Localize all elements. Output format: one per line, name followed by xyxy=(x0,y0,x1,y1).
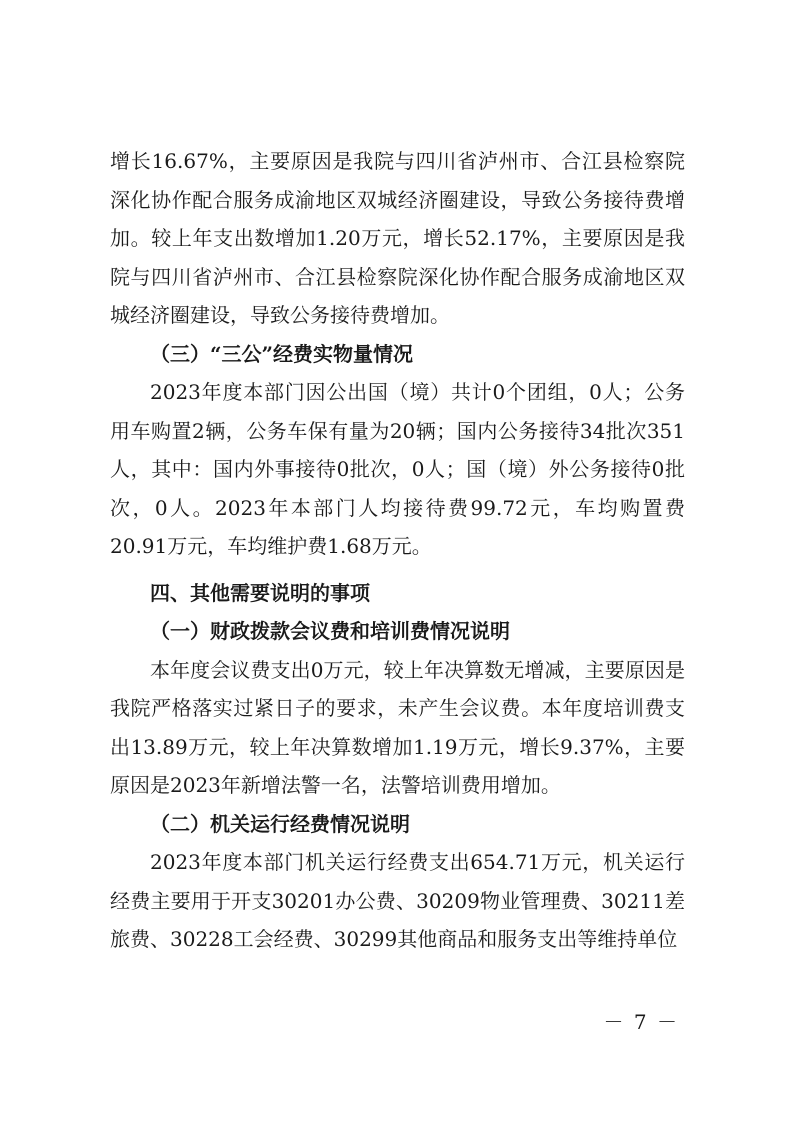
page-number: － 7 － xyxy=(603,1010,679,1034)
paragraph-operating-expenses: 2023年度本部门机关运行经费支出654.71万元，机关运行经费主要用于开支30201办公费、30209物业管理费、30211差旅费、30228工会经费、30299其他商品和服务支出等维持单位 xyxy=(110,850,685,951)
document-body xyxy=(110,142,685,959)
heading-sangong-physical: （三）“三公”经费实物量情况 xyxy=(150,341,414,366)
heading-other-matters: 四、其他需要说明的事项 xyxy=(150,580,370,605)
heading-operating-expenses: （二）机关运行经费情况说明 xyxy=(150,811,410,836)
paragraph-meeting-training: 本年度会议费支出0万元，较上年决算数无增减，主要原因是我院严格落实过紧日子的要求，未产生会议费。本年度培训费支出13.89万元，较上年决算数增加1.19万元，增长9.37%，主要原因是2023年新增法警一名，法警培训费用增加。 xyxy=(110,657,685,797)
paragraph-sangong-physical: 2023年度本部门因公出国（境）共计0个团组，0人；公务用车购置2辆，公务车保有量为20辆；国内公务接待34批次351人，其中：国内外事接待0批次，0人；国（境）外公务接待0批次，0人。2023年本部门人均接待费99.72元，车均购置费20.91万元，车均维护费1.68万元。 xyxy=(110,380,685,558)
heading-meeting-training: （一）财政拨款会议费和培训费情况说明 xyxy=(150,619,510,643)
paragraph-hospitality-reason: 增长16.67%，主要原因是我院与四川省泸州市、合江县检察院深化协作配合服务成渝地区双城经济圈建设，导致公务接待费增加。较上年支出数增加1.20万元，增长52.17%，主要原因是我院与四川省泸州市、合江县检察院深化协作配合服务成渝地区双城经济圈建设，导致公务接待费增加。 xyxy=(110,149,685,327)
